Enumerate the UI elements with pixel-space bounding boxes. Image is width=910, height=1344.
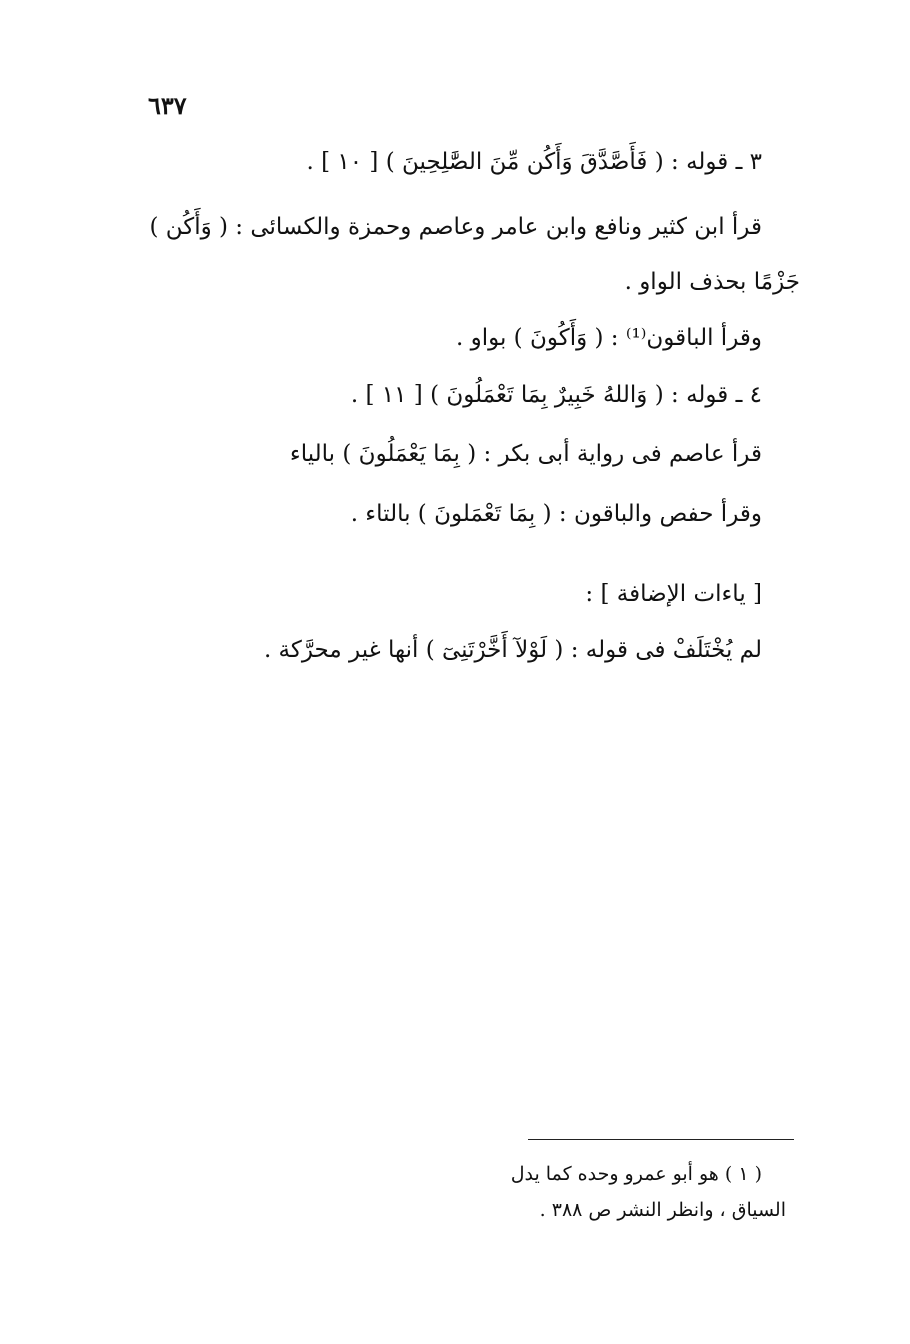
page-number: ٦٣٧ [148, 91, 187, 120]
footnote-line-2: السياق ، وانظر النشر ص ٣٨٨ . [539, 1199, 786, 1221]
footnote-line-1: ( ١ ) هو أبو عمرو وحده كما يدل [510, 1163, 762, 1185]
body-line-8: [ ياءات الإضافة ] : [585, 581, 762, 607]
body-line-7: وقرأ حفص والباقون : ( بِمَا تَعْمَلونَ ) بالتاء . [350, 501, 762, 527]
body-line-3: جَزْمًا بحذف الواو . [624, 269, 800, 295]
body-line-1: ٣ ـ قوله : ( فَأَصَّدَّقَ وَأَكُن مِّنَ الصَّٰلِحِينَ ) [ ١٠ ] . [306, 149, 762, 175]
body-line-5: ٤ ـ قوله : ( وَاللهُ خَبِيرٌ بِمَا تَعْمَلُونَ ) [ ١١ ] . [350, 382, 762, 408]
body-line-4: وقرأ الباقون⁽¹⁾ : ( وَأَكُونَ ) بواو . [455, 325, 762, 351]
body-line-6: قرأ عاصم فى رواية أبى بكر : ( بِمَا يَعْمَلُونَ ) بالياء [289, 441, 762, 467]
footnote-divider [528, 1139, 794, 1140]
body-line-2: قرأ ابن كثير ونافع وابن عامر وعاصم وحمزة والكسائى : ( وَأَكُن ) [149, 214, 762, 240]
body-line-9: لم يُخْتَلَفْ فى قوله : ( لَوْلآ أَخَّرْتَنِىٓ ) أنها غير محرَّكة . [263, 637, 762, 663]
